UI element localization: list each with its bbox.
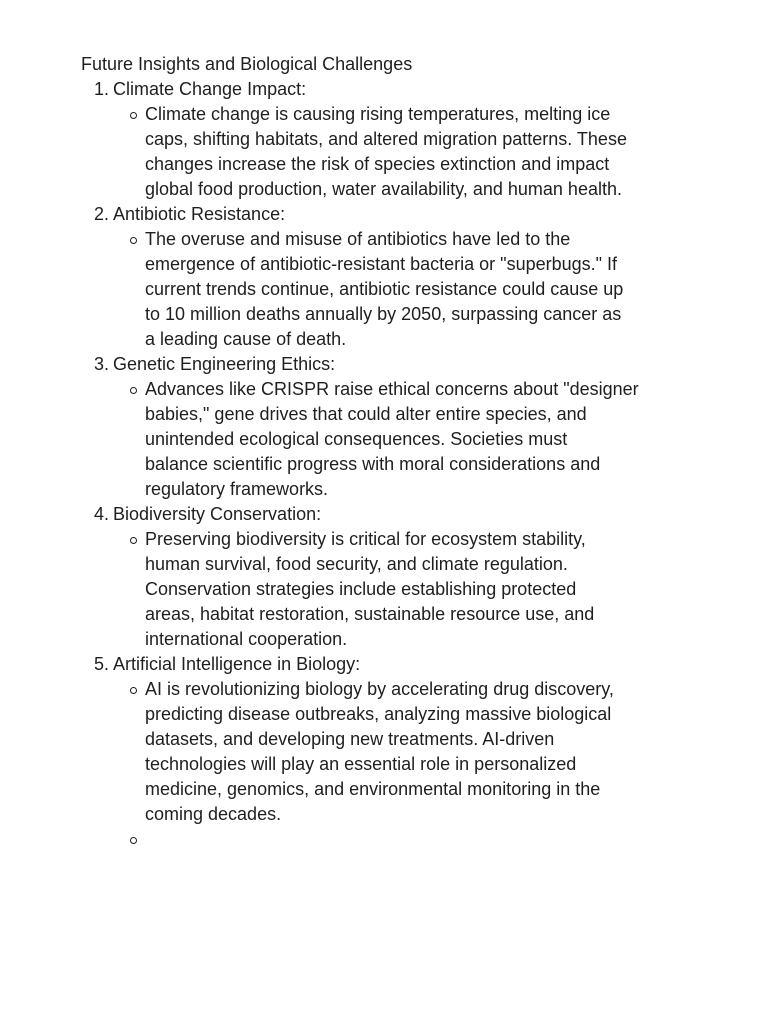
paragraph-line: AI is revolutionizing biology by accelerating drug discovery, bbox=[145, 679, 614, 699]
section-number: 1. bbox=[94, 79, 110, 99]
section-heading-text: Antibiotic Resistance: bbox=[113, 204, 286, 224]
paragraph-line: predicting disease outbreaks, analyzing massive biological bbox=[145, 704, 612, 724]
section-heading bbox=[81, 77, 721, 102]
paragraph-line: human survival, food security, and climate regulation. bbox=[145, 554, 568, 574]
paragraph-line: Advances like CRISPR raise ethical concerns about "designer bbox=[145, 379, 639, 399]
bullet-paragraph bbox=[145, 102, 721, 202]
paragraph-line: Conservation strategies include establishing protected bbox=[145, 579, 577, 599]
bullet-item bbox=[81, 527, 721, 652]
paragraph-line: technologies will play an essential role in personalized bbox=[145, 754, 577, 774]
section-number: 3. bbox=[94, 354, 110, 374]
section-number: 2. bbox=[94, 204, 110, 224]
list-item-section bbox=[81, 502, 721, 652]
section-number: 4. bbox=[94, 504, 110, 524]
section-heading bbox=[81, 652, 721, 677]
paragraph-line: balance scientific progress with moral considerations and bbox=[145, 454, 601, 474]
hollow-circle-bullet-icon bbox=[130, 387, 137, 394]
bullet-list bbox=[81, 677, 721, 852]
paragraph-line: current trends continue, antibiotic resistance could cause up bbox=[145, 279, 624, 299]
hollow-circle-bullet-icon bbox=[130, 237, 137, 244]
paragraph-line: coming decades. bbox=[145, 804, 282, 824]
bullet-item bbox=[81, 102, 721, 202]
paragraph-line: emergence of antibiotic-resistant bacteria or "superbugs." If bbox=[145, 254, 618, 274]
bullet-item bbox=[81, 677, 721, 827]
section-list bbox=[81, 77, 721, 852]
document-title: Future Insights and Biological Challenges bbox=[81, 54, 413, 74]
section-number: 5. bbox=[94, 654, 110, 674]
section-heading-text: Biodiversity Conservation: bbox=[113, 504, 322, 524]
hollow-circle-bullet-icon bbox=[130, 687, 137, 694]
list-item-section bbox=[81, 352, 721, 502]
bullet-paragraph bbox=[145, 677, 721, 827]
section-heading-text: Artificial Intelligence in Biology: bbox=[113, 654, 361, 674]
section-heading-text: Genetic Engineering Ethics: bbox=[113, 354, 336, 374]
bullet-paragraph bbox=[145, 527, 721, 652]
hollow-circle-bullet-icon bbox=[130, 837, 137, 844]
hollow-circle-bullet-icon bbox=[130, 537, 137, 544]
paragraph-line: global food production, water availability, and human health. bbox=[145, 179, 622, 199]
paragraph-line: Preserving biodiversity is critical for ecosystem stability, bbox=[145, 529, 586, 549]
bullet-item bbox=[81, 377, 721, 502]
paragraph-line: datasets, and developing new treatments. AI-driven bbox=[145, 729, 555, 749]
bullet-list bbox=[81, 227, 721, 352]
section-heading bbox=[81, 352, 721, 377]
paragraph-line: changes increase the risk of species extinction and impact bbox=[145, 154, 610, 174]
section-heading bbox=[81, 202, 721, 227]
section-heading bbox=[81, 502, 721, 527]
paragraph-line: The overuse and misuse of antibiotics have led to the bbox=[145, 229, 571, 249]
paragraph-line: caps, shifting habitats, and altered migration patterns. These bbox=[145, 129, 627, 149]
paragraph-line: international cooperation. bbox=[145, 629, 348, 649]
paragraph-line: unintended ecological consequences. Societies must bbox=[145, 429, 568, 449]
bullet-item bbox=[81, 227, 721, 352]
hollow-circle-bullet-icon bbox=[130, 112, 137, 119]
section-heading-text: Climate Change Impact: bbox=[113, 79, 307, 99]
paragraph-line: babies," gene drives that could alter entire species, and bbox=[145, 404, 587, 424]
bullet-list bbox=[81, 102, 721, 202]
paragraph-line: a leading cause of death. bbox=[145, 329, 347, 349]
bullet-paragraph bbox=[145, 227, 721, 352]
paragraph-line: Climate change is causing rising temperatures, melting ice bbox=[145, 104, 611, 124]
bullet-list bbox=[81, 527, 721, 652]
list-item-section bbox=[81, 652, 721, 852]
bullet-item bbox=[81, 827, 721, 852]
paragraph-line: areas, habitat restoration, sustainable resource use, and bbox=[145, 604, 595, 624]
paragraph-line: to 10 million deaths annually by 2050, surpassing cancer as bbox=[145, 304, 622, 324]
list-item-section bbox=[81, 77, 721, 202]
paragraph-line: medicine, genomics, and environmental monitoring in the bbox=[145, 779, 601, 799]
bullet-paragraph bbox=[145, 377, 721, 502]
paragraph-line: regulatory frameworks. bbox=[145, 479, 329, 499]
list-item-section bbox=[81, 202, 721, 352]
bullet-list bbox=[81, 377, 721, 502]
